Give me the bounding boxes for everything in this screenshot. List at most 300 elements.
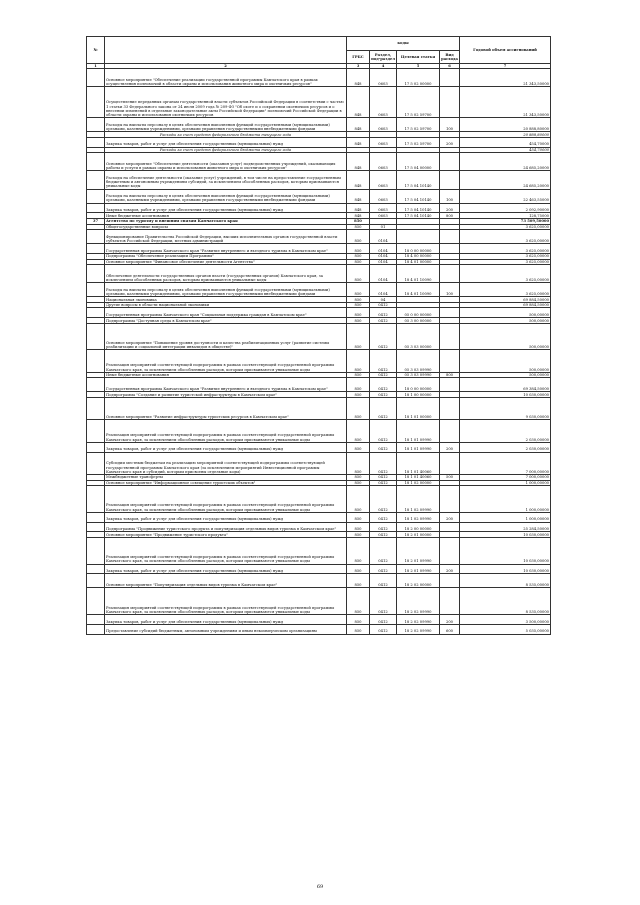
row-expense-type <box>440 378 460 392</box>
header-num-1: 1 <box>87 64 105 69</box>
row-amount: 22 463,55000 <box>460 189 551 203</box>
row-name: Реализация мероприятий соответствующей подпрограммы в рамках соответствующей государственной программы Камчатского края, за исключением обособленных расходов, которым присваиваются уникальные коды <box>105 537 347 564</box>
row-target-article <box>397 230 440 244</box>
row-name: Реализация мероприятий соответствующей подпрограммы в рамках соответствующей государственной программы Камчатского края, за исключением обособленных расходов, которым присваиваются уникальные коды <box>105 486 347 513</box>
row-target-article: 18 1 00 00000 <box>397 392 440 398</box>
row-target-article: 17 5 04 10140 <box>397 189 440 203</box>
row-target-article: 18 1 01 00000 <box>397 398 440 420</box>
row-grbs: 850 <box>347 323 370 350</box>
row-razdel: 04 <box>370 297 397 303</box>
header-razdel: Раздел, под-раздел <box>370 51 397 64</box>
row-razdel: 0412 <box>370 475 397 481</box>
row-expense-type <box>440 537 460 564</box>
row-target-article: 17 5 04 10140 <box>397 213 440 219</box>
row-expense-type: 100 <box>440 189 460 203</box>
row-name: Расходы на обеспечение деятельности (оказание услуг) учреждений, в том числе на предоставление государственным бюджетным и автономным учреждениям субсидий, за исключением обособленных расходов, которым присваиваются уникальные коды <box>105 171 347 189</box>
row-number <box>87 283 105 297</box>
row-grbs: 850 <box>347 442 370 452</box>
row-name: Основное мероприятие "Продвижение туристского продукта" <box>105 532 347 538</box>
table-row <box>87 265 551 283</box>
row-amount: 69 884,50000 <box>460 302 551 308</box>
table-row <box>87 308 551 318</box>
row-number <box>87 452 105 474</box>
row-target-article: 18 4 01 00000 <box>397 259 440 265</box>
row-razdel: 0603 <box>370 203 397 213</box>
row-grbs: 850 <box>347 372 370 378</box>
row-amount: 1 000,00000 <box>460 512 551 522</box>
row-target-article: 18 4 00 00000 <box>397 253 440 259</box>
row-grbs: 848 <box>347 203 370 213</box>
row-name: Иные бюджетные ассигнования <box>105 213 347 219</box>
row-grbs: 850 <box>347 392 370 398</box>
row-razdel: 0412 <box>370 392 397 398</box>
header-num-6: 6 <box>440 64 460 69</box>
row-razdel: 0412 <box>370 420 397 442</box>
table-row <box>87 283 551 297</box>
table-header <box>87 37 551 69</box>
header-no: № <box>87 37 105 64</box>
table-row <box>87 398 551 420</box>
budget-page <box>86 36 550 635</box>
table-row <box>87 452 551 474</box>
row-grbs: 850 <box>347 486 370 513</box>
row-grbs: 850 <box>347 244 370 254</box>
row-razdel: 0412 <box>370 624 397 634</box>
row-amount: 7 000,00000 <box>460 475 551 481</box>
row-target-article: 05 0 00 00000 <box>397 308 440 318</box>
table-row <box>87 203 551 213</box>
row-name: Закупка товаров, работ и услуг для обеспечения государственных (муниципальных) нужд <box>105 614 347 624</box>
row-amount: 10 030,00000 <box>460 537 551 564</box>
row-amount: 20 888,80000 <box>460 132 551 138</box>
row-expense-type: 200 <box>440 203 460 213</box>
row-amount: 454,70000 <box>460 147 551 153</box>
row-expense-type <box>440 265 460 283</box>
row-razdel: 0412 <box>370 574 397 588</box>
row-number <box>87 203 105 213</box>
row-name: Осуществление переданных органам государственной власти субъектов Российской Федерации в соответствии с частью 1 статьи 33 Федерального закона от 24 июля 2009 года № 209-ФЗ "Об охоте и о сохранении охотничьих ресурсов и о внесении изменений в отдельные законодательные акты Российской Федерации" полномочий Российской Федерации в области охраны и использования охотничьих ресурсов <box>105 87 347 118</box>
row-name: Закупка товаров, работ и услуг для обеспечения государственных (муниципальных) нужд <box>105 512 347 522</box>
row-target-article: 17 5 02 59700 <box>397 87 440 118</box>
row-grbs: 850 <box>347 297 370 303</box>
row-name: Национальная экономика <box>105 297 347 303</box>
row-name: Подпрограмма "Обеспечение реализации Программы" <box>105 253 347 259</box>
row-grbs: 850 <box>347 624 370 634</box>
row-grbs: 850 <box>347 512 370 522</box>
row-expense-type <box>440 398 460 420</box>
row-grbs: 850 <box>347 308 370 318</box>
row-number <box>87 420 105 442</box>
row-number <box>87 171 105 189</box>
row-name: Агентство по туризму и внешним связям Камчатского края <box>105 218 347 224</box>
row-expense-type <box>440 588 460 615</box>
row-name: Расходы на выплаты персоналу в целях обеспечения выполнения функций государственными (муниципальными) органами, казенными учреждениями, органами управления государственными внебюджетными фондами <box>105 189 347 203</box>
row-amount: 7 000,00000 <box>460 452 551 474</box>
row-expense-type <box>440 230 460 244</box>
row-target-article: 18 2 02 00000 <box>397 574 440 588</box>
row-razdel: 0603 <box>370 189 397 203</box>
row-razdel: 0412 <box>370 588 397 615</box>
row-razdel: 0412 <box>370 486 397 513</box>
table-row <box>87 564 551 574</box>
row-razdel: 0412 <box>370 522 397 532</box>
table-row <box>87 588 551 615</box>
row-expense-type <box>440 323 460 350</box>
row-number <box>87 350 105 372</box>
row-expense-type <box>440 69 460 87</box>
row-razdel: 0412 <box>370 323 397 350</box>
row-target-article: 17 5 02 59700 <box>397 118 440 132</box>
row-target-article: 18 1 02 09990 <box>397 486 440 513</box>
row-target-article: 05 3 03 09990 <box>397 350 440 372</box>
row-razdel: 0104 <box>370 253 397 259</box>
row-amount: 3 625,00000 <box>460 259 551 265</box>
row-amount: 1 000,00000 <box>460 486 551 513</box>
table-row <box>87 118 551 132</box>
header-num-7: 7 <box>460 64 551 69</box>
row-number <box>87 442 105 452</box>
row-razdel: 0603 <box>370 69 397 87</box>
row-grbs: 850 <box>347 218 370 224</box>
row-name: Расходы за счет средств федерального бюджета текущего года <box>105 132 347 138</box>
row-amount: 8 535,00000 <box>460 574 551 588</box>
row-grbs: 850 <box>347 224 370 230</box>
row-grbs: 850 <box>347 265 370 283</box>
row-grbs: 850 <box>347 588 370 615</box>
row-amount: 3 625,00000 <box>460 265 551 283</box>
row-target-article: 18 2 02 09990 <box>397 624 440 634</box>
row-name: Субсидии местным бюджетам на реализацию мероприятий соответствующей подпрограммы соответствующей государственной программы Камчатского края (за исключением мероприятий Инвестиционной программы Камчатского края и субсидий, которым присвоены отдельные коды) <box>105 452 347 474</box>
row-expense-type <box>440 87 460 118</box>
table-row <box>87 230 551 244</box>
row-expense-type <box>440 486 460 513</box>
row-number <box>87 230 105 244</box>
row-amount: 20 888,80000 <box>460 118 551 132</box>
row-name: Государственная программа Камчатского края "Развитие внутреннего и въездного туризма в Камчатском крае" <box>105 378 347 392</box>
table-row <box>87 244 551 254</box>
row-razdel: 0603 <box>370 213 397 219</box>
row-razdel: 0412 <box>370 452 397 474</box>
row-target-article: 18 1 01 40060 <box>397 452 440 474</box>
row-number <box>87 624 105 634</box>
row-expense-type: 100 <box>440 283 460 297</box>
row-razdel: 0412 <box>370 350 397 372</box>
row-razdel: 0603 <box>370 137 397 147</box>
row-target-article: 18 1 01 09990 <box>397 442 440 452</box>
row-number <box>87 244 105 254</box>
row-grbs: 850 <box>347 614 370 624</box>
table-row <box>87 378 551 392</box>
row-razdel: 0412 <box>370 512 397 522</box>
row-target-article: 18 0 00 00000 <box>397 378 440 392</box>
header-grbs: ГРБС <box>347 51 370 64</box>
row-razdel: 0104 <box>370 265 397 283</box>
row-name: Реализация мероприятий соответствующей подпрограммы в рамках соответствующей государственной программы Камчатского края, за исключением обособленных расходов, которым присваиваются уникальные коды <box>105 350 347 372</box>
row-expense-type: 200 <box>440 614 460 624</box>
row-target-article: 05 3 03 00000 <box>397 323 440 350</box>
row-name: Основное мероприятие "Повышение уровня доступности и качества реабилитационных услуг (развитие системы реабилитации и социальной интеграции инвалидов в обществе)" <box>105 323 347 350</box>
row-name: Закупка товаров, работ и услуг для обеспечения государственных (муниципальных) нужд <box>105 137 347 147</box>
row-razdel: 0412 <box>370 308 397 318</box>
row-razdel: 0412 <box>370 564 397 574</box>
table-row <box>87 614 551 624</box>
row-amount: 3 625,00000 <box>460 253 551 259</box>
row-amount: 5 035,00000 <box>460 624 551 634</box>
table-body <box>87 69 551 634</box>
table-row <box>87 574 551 588</box>
budget-table <box>86 36 551 635</box>
row-number <box>87 189 105 203</box>
row-grbs: 848 <box>347 69 370 87</box>
row-name: Обеспечение деятельности государственных органов власти (государственных органов) Камчатского края, за исключением обособленных расходов, которым присваиваются уникальные коды <box>105 265 347 283</box>
row-amount: 21 343,50000 <box>460 69 551 87</box>
row-name: Реализация мероприятий соответствующей подпрограммы в рамках соответствующей государственной программы Камчатского края, за исключением обособленных расходов, которым присваиваются уникальные коды <box>105 420 347 442</box>
row-expense-type <box>440 308 460 318</box>
header-num-3: 3 <box>347 64 370 69</box>
row-amount: 3 625,00000 <box>460 283 551 297</box>
row-name: Подпрограмма "Создание и развитие туристской инфраструктуры в Камчатском крае" <box>105 392 347 398</box>
header-vr: Вид расхода <box>440 51 460 64</box>
row-target-article: 18 2 02 09990 <box>397 588 440 615</box>
row-amount: 3 625,00000 <box>460 224 551 230</box>
row-razdel: 0104 <box>370 283 397 297</box>
row-grbs: 850 <box>347 230 370 244</box>
row-name: Расходы на выплаты персоналу в целях обеспечения выполнения функций государственными (муниципальными) органами, казенными учреждениями, органами управления государственными внебюджетными фондами <box>105 283 347 297</box>
row-name: Функционирование Правительства Российской Федерации, высших исполнительных органов государственной власти субъектов Российской Федерации, местных администраций <box>105 230 347 244</box>
row-grbs: 850 <box>347 259 370 265</box>
row-amount: 24 685,20000 <box>460 153 551 171</box>
row-grbs: 848 <box>347 87 370 118</box>
row-expense-type: 600 <box>440 624 460 634</box>
row-expense-type <box>440 244 460 254</box>
row-number <box>87 537 105 564</box>
header-sum: Годовой объем ассигнований <box>460 37 551 64</box>
table-row <box>87 171 551 189</box>
row-amount: 3 625,00000 <box>460 244 551 254</box>
header-num-5: 5 <box>397 64 440 69</box>
row-grbs: 850 <box>347 398 370 420</box>
row-razdel: 0104 <box>370 259 397 265</box>
row-expense-type <box>440 452 460 474</box>
row-target-article: 18 1 02 09990 <box>397 512 440 522</box>
table-row <box>87 350 551 372</box>
row-amount: 500,00000 <box>460 350 551 372</box>
row-target-article: 05 3 03 09990 <box>397 372 440 378</box>
row-grbs: 850 <box>347 420 370 442</box>
row-name: Основное мероприятие "Обеспечение реализации государственной программы Камчатского края в рамках осуществления полномочий в области охраны и использования животного мира и охотничьих ресурсов" <box>105 69 347 87</box>
row-target-article: 17 5 04 00000 <box>397 153 440 171</box>
row-target-article: 18 0 00 00000 <box>397 244 440 254</box>
row-amount: 454,70000 <box>460 137 551 147</box>
row-name: Реализация мероприятий соответствующей подпрограммы в рамках соответствующей государственной программы Камчатского края, за исключением обособленных расходов, которым присваиваются уникальные коды <box>105 588 347 615</box>
row-name: Другие вопросы в области национальной экономики <box>105 302 347 308</box>
row-number <box>87 118 105 132</box>
table-row <box>87 323 551 350</box>
row-razdel: 0412 <box>370 398 397 420</box>
row-amount: 2 030,00000 <box>460 420 551 442</box>
row-grbs: 848 <box>347 137 370 147</box>
row-name: Межбюджетные трансферты <box>105 475 347 481</box>
row-amount: 73 509,50000 <box>460 218 551 224</box>
row-number <box>87 564 105 574</box>
row-name: Подпрограмма "Доступная среда в Камчатском крае" <box>105 318 347 324</box>
row-name: Основное мероприятие "Финансовое обеспечение деятельности Агентства" <box>105 259 347 265</box>
row-amount: 21 343,50000 <box>460 87 551 118</box>
row-number <box>87 137 105 147</box>
row-name: Государственная программа Камчатского края "Развитие внутреннего и въездного туризма в Камчатском крае" <box>105 244 347 254</box>
table-row <box>87 537 551 564</box>
row-name: Расходы за счет средств федерального бюджета текущего года <box>105 147 347 153</box>
row-razdel: 0603 <box>370 87 397 118</box>
row-target-article: 18 4 01 10090 <box>397 265 440 283</box>
row-amount: 8 535,00000 <box>460 588 551 615</box>
row-expense-type: 200 <box>440 512 460 522</box>
row-target-article: 18 1 01 40060 <box>397 475 440 481</box>
row-amount: 24 685,20000 <box>460 171 551 189</box>
row-amount: 69 884,50000 <box>460 297 551 303</box>
row-amount: 9 030,00000 <box>460 398 551 420</box>
row-expense-type: 200 <box>440 564 460 574</box>
row-expense-type: 100 <box>440 118 460 132</box>
table-row <box>87 512 551 522</box>
row-grbs: 850 <box>347 253 370 259</box>
row-number <box>87 69 105 87</box>
row-number <box>87 512 105 522</box>
row-razdel: 0603 <box>370 153 397 171</box>
row-target-article: 18 4 01 10090 <box>397 283 440 297</box>
row-number <box>87 378 105 392</box>
header-num-2: 2 <box>105 64 347 69</box>
row-amount: 500,00000 <box>460 372 551 378</box>
row-amount: 3 500,00000 <box>460 614 551 624</box>
row-expense-type: 800 <box>440 213 460 219</box>
row-target-article: 05 3 00 00000 <box>397 318 440 324</box>
row-target-article: 18 2 01 00000 <box>397 532 440 538</box>
row-expense-type <box>440 171 460 189</box>
row-expense-type <box>440 420 460 442</box>
row-name: Закупка товаров, работ и услуг для обеспечения государственных (муниципальных) нужд <box>105 203 347 213</box>
row-razdel: 01 <box>370 224 397 230</box>
row-grbs: 850 <box>347 480 370 486</box>
row-name: Расходы на выплаты персоналу в целях обеспечения выполнения функций государственными (муниципальными) органами, казенными учреждениями, органами управления государственными внебюджетными фондами <box>105 118 347 132</box>
row-target-article: 17 5 04 10140 <box>397 203 440 213</box>
row-amount: 500,00000 <box>460 318 551 324</box>
row-amount: 25 284,50000 <box>460 522 551 532</box>
table-row <box>87 87 551 118</box>
row-razdel: 0412 <box>370 614 397 624</box>
row-number <box>87 574 105 588</box>
row-name: Основное мероприятие "Популяризация отдельных видов туризма в Камчатском крае" <box>105 574 347 588</box>
row-number: 37 <box>87 218 105 224</box>
row-grbs: 850 <box>347 537 370 564</box>
row-target-article: 18 2 02 09990 <box>397 614 440 624</box>
row-amount: 10 030,00000 <box>460 392 551 398</box>
row-grbs: 848 <box>347 213 370 219</box>
row-name: Государственная программа Камчатского края "Социальная поддержка граждан в Камчатском крае" <box>105 308 347 318</box>
table-row <box>87 137 551 147</box>
row-number <box>87 87 105 118</box>
row-amount: 500,00000 <box>460 323 551 350</box>
row-razdel: 0412 <box>370 480 397 486</box>
row-expense-type: 500 <box>440 475 460 481</box>
row-target-article: 18 2 01 09990 <box>397 537 440 564</box>
row-grbs: 850 <box>347 564 370 574</box>
row-grbs: 850 <box>347 532 370 538</box>
row-name: Основное мероприятие "Развитие инфраструктуры туристских ресурсов в Камчатском крае" <box>105 398 347 420</box>
row-grbs: 850 <box>347 475 370 481</box>
row-amount: 69 384,50000 <box>460 378 551 392</box>
row-number <box>87 588 105 615</box>
row-razdel: 0412 <box>370 537 397 564</box>
header-codes: коды <box>347 37 460 51</box>
row-razdel: 0412 <box>370 318 397 324</box>
row-amount: 1 000,00000 <box>460 480 551 486</box>
row-grbs: 850 <box>347 350 370 372</box>
row-razdel: 0412 <box>370 532 397 538</box>
row-target-article: 18 2 00 00000 <box>397 522 440 532</box>
row-amount: 128,75000 <box>460 213 551 219</box>
row-number <box>87 323 105 350</box>
row-name: Предоставление субсидий бюджетным, автономным учреждениям и иным некоммерческим организациям <box>105 624 347 634</box>
row-razdel: 0603 <box>370 118 397 132</box>
row-name: Закупка товаров, работ и услуг для обеспечения государственных (муниципальных) нужд <box>105 564 347 574</box>
row-expense-type <box>440 522 460 532</box>
row-amount: 3 625,00000 <box>460 230 551 244</box>
table-row <box>87 486 551 513</box>
header-name <box>105 37 347 64</box>
row-number <box>87 153 105 171</box>
row-razdel: 0104 <box>370 230 397 244</box>
row-name: Закупка товаров, работ и услуг для обеспечения государственных (муниципальных) нужд <box>105 442 347 452</box>
row-expense-type <box>440 153 460 171</box>
row-number <box>87 265 105 283</box>
row-grbs: 850 <box>347 378 370 392</box>
row-razdel: 0412 <box>370 302 397 308</box>
table-row <box>87 442 551 452</box>
row-grbs: 850 <box>347 283 370 297</box>
row-target-article: 17 5 02 59700 <box>397 137 440 147</box>
row-number <box>87 486 105 513</box>
table-row <box>87 522 551 532</box>
row-target-article: 18 1 02 00000 <box>397 480 440 486</box>
row-razdel: 0412 <box>370 378 397 392</box>
row-expense-type <box>440 350 460 372</box>
row-number <box>87 614 105 624</box>
row-name: Основное мероприятие "Информационное освещение туристских объектов" <box>105 480 347 486</box>
header-num-4: 4 <box>370 64 397 69</box>
row-amount: 500,00000 <box>460 308 551 318</box>
row-grbs: 850 <box>347 318 370 324</box>
row-amount: 10 030,00000 <box>460 532 551 538</box>
table-row <box>87 153 551 171</box>
table-row <box>87 69 551 87</box>
table-row <box>87 624 551 634</box>
row-grbs: 848 <box>347 189 370 203</box>
row-grbs: 850 <box>347 302 370 308</box>
row-number <box>87 308 105 318</box>
row-target-article: 17 5 02 00000 <box>397 69 440 87</box>
page-number: 69 <box>316 884 324 890</box>
row-grbs: 850 <box>347 522 370 532</box>
row-target-article: 18 2 01 09990 <box>397 564 440 574</box>
row-expense-type: 200 <box>440 137 460 147</box>
row-grbs: 848 <box>347 118 370 132</box>
row-expense-type: 800 <box>440 372 460 378</box>
row-target-article: 18 1 01 09990 <box>397 420 440 442</box>
row-grbs: 848 <box>347 153 370 171</box>
row-amount: 2 030,00000 <box>460 442 551 452</box>
row-name: Иные бюджетные ассигнования <box>105 372 347 378</box>
